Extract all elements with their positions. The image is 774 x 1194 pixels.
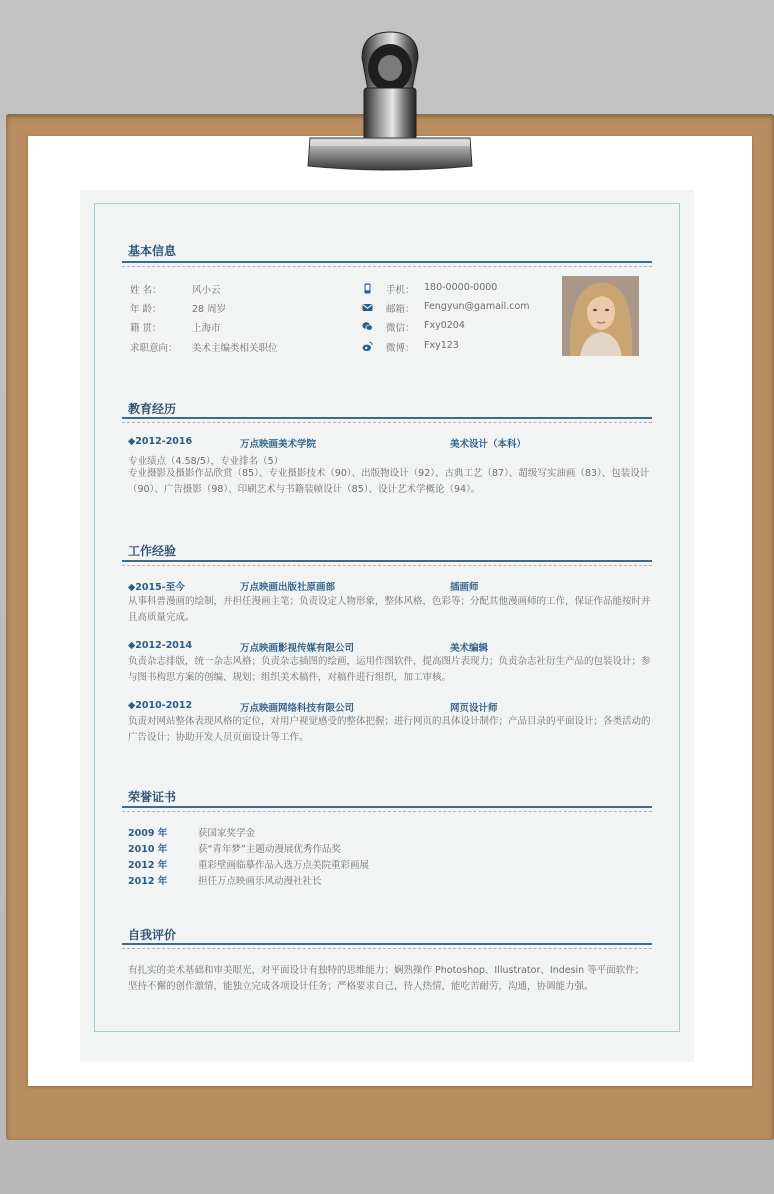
field-label-hometown: 籍 贯： bbox=[130, 323, 162, 334]
contact-label-wechat: 微信： bbox=[386, 323, 415, 334]
section-title-honors: 荣誉证书 bbox=[128, 790, 177, 804]
job-description: 负责对网站整体表现风格的定位，对用户视觉感受的整体把握；进行网页的具体设计制作；产品目录的平面设计；各类活动的广告设计；协助开发人员页面设计等工作。 bbox=[128, 716, 651, 743]
field-label-age: 年 龄： bbox=[130, 304, 162, 315]
education-period: ◆2012-2016 bbox=[128, 436, 193, 447]
education-major: 美术设计（本科） bbox=[450, 439, 527, 450]
education-gpa: 专业绩点（4.58/5），专业排名（5） bbox=[128, 456, 284, 467]
job-period: ◆2015-至今 bbox=[128, 582, 185, 593]
job-role: 网页设计师 bbox=[450, 703, 498, 714]
profile-photo bbox=[562, 276, 639, 356]
section-rule-dashed bbox=[122, 266, 652, 267]
job-period: ◆2012-2014 bbox=[128, 640, 193, 651]
self-evaluation: 有扎实的美术基础和审美眼光，对平面设计有独特的思维能力；娴熟操作 Photoshop、Illustrator、Indesin 等平面软件；坚持不懈的创作激情，能独立完成各项设计任务；严格要求自己，待人热情，能吃苦耐劳，沟通，协调能力强。 bbox=[128, 965, 645, 992]
job-company: 万点映画出版社原画部 bbox=[240, 582, 336, 593]
contact-value-phone: 180-0000-0000 bbox=[424, 282, 498, 293]
education-courses: 专业摄影及摄影作品欣赏（85）、专业摄影技术（90）、出版物设计（92）、古典工艺（87）、超级写实油画（83）、包装设计（90）、广告摄影（98）、印刷艺术与书籍装帧设计（85）、设计艺术学概论（94）。 bbox=[128, 468, 650, 495]
field-value-hometown: 上海市 bbox=[192, 323, 221, 334]
field-label-name: 姓 名： bbox=[130, 285, 162, 296]
job-company: 万点映画影视传媒有限公司 bbox=[240, 643, 355, 654]
section-rule-dashed bbox=[122, 422, 652, 423]
field-value-objective: 美术主编类相关职位 bbox=[192, 343, 278, 354]
job-company: 万点映画网络科技有限公司 bbox=[240, 703, 355, 714]
section-rule-dashed bbox=[122, 565, 652, 566]
section-rule bbox=[122, 417, 652, 419]
field-label-objective: 求职意向： bbox=[130, 343, 178, 354]
honor-year: 2010 年 bbox=[128, 844, 168, 855]
phone-icon bbox=[362, 283, 373, 294]
contact-value-weibo: Fxy123 bbox=[424, 340, 459, 351]
wechat-icon bbox=[362, 321, 373, 332]
contact-value-email: Fengyun@gamail.com bbox=[424, 301, 530, 312]
contact-label-email: 邮箱： bbox=[386, 304, 415, 315]
section-rule bbox=[122, 560, 652, 562]
section-title-education: 教育经历 bbox=[128, 402, 177, 416]
section-title-work: 工作经验 bbox=[128, 544, 177, 558]
job-period: ◆2010-2012 bbox=[128, 700, 193, 711]
field-value-age: 28 周岁 bbox=[192, 304, 227, 315]
contact-value-wechat: Fxy0204 bbox=[424, 320, 465, 331]
job-role: 插画师 bbox=[450, 582, 479, 593]
job-description: 从事科普漫画的绘制，并担任漫画主笔；负责设定人物形象，整体风格，色彩等；分配其他漫画师的工作，保证作品能按时并且高质量完成。 bbox=[128, 596, 651, 623]
weibo-icon bbox=[362, 341, 373, 352]
honor-text: 重彩壁画临摹作品入选万点美院重彩画展 bbox=[198, 860, 370, 871]
field-value-name: 风小云 bbox=[192, 285, 221, 296]
honor-text: 担任万点映画乐风动漫社社长 bbox=[198, 876, 322, 887]
section-rule bbox=[122, 261, 652, 263]
contact-label-phone: 手机： bbox=[386, 285, 415, 296]
education-school: 万点映画美术学院 bbox=[240, 439, 317, 450]
section-rule bbox=[122, 806, 652, 808]
binder-clip-icon bbox=[300, 28, 480, 178]
mail-icon bbox=[362, 302, 373, 313]
section-rule bbox=[122, 943, 652, 945]
honor-year: 2012 年 bbox=[128, 876, 168, 887]
honor-year: 2012 年 bbox=[128, 860, 168, 871]
job-role: 美术编辑 bbox=[450, 643, 489, 654]
section-rule-dashed bbox=[122, 811, 652, 812]
honor-year: 2009 年 bbox=[128, 828, 168, 839]
honor-text: 获“青年梦”主题动漫展优秀作品奖 bbox=[198, 844, 341, 855]
section-rule-dashed bbox=[122, 948, 652, 949]
section-title-self: 自我评价 bbox=[128, 928, 177, 942]
job-description: 负责杂志排版，统一杂志风格；负责杂志插图的绘画，运用作图软件，提高图片表现力；负责杂志社衍生产品的包装设计；参与图书构思方案的创编、规划；组织美术稿件，对稿件进行组织，加工审核。 bbox=[128, 656, 651, 683]
contact-label-weibo: 微博： bbox=[386, 343, 415, 354]
section-title-basic: 基本信息 bbox=[128, 244, 177, 258]
honor-text: 获国家奖学金 bbox=[198, 828, 256, 839]
